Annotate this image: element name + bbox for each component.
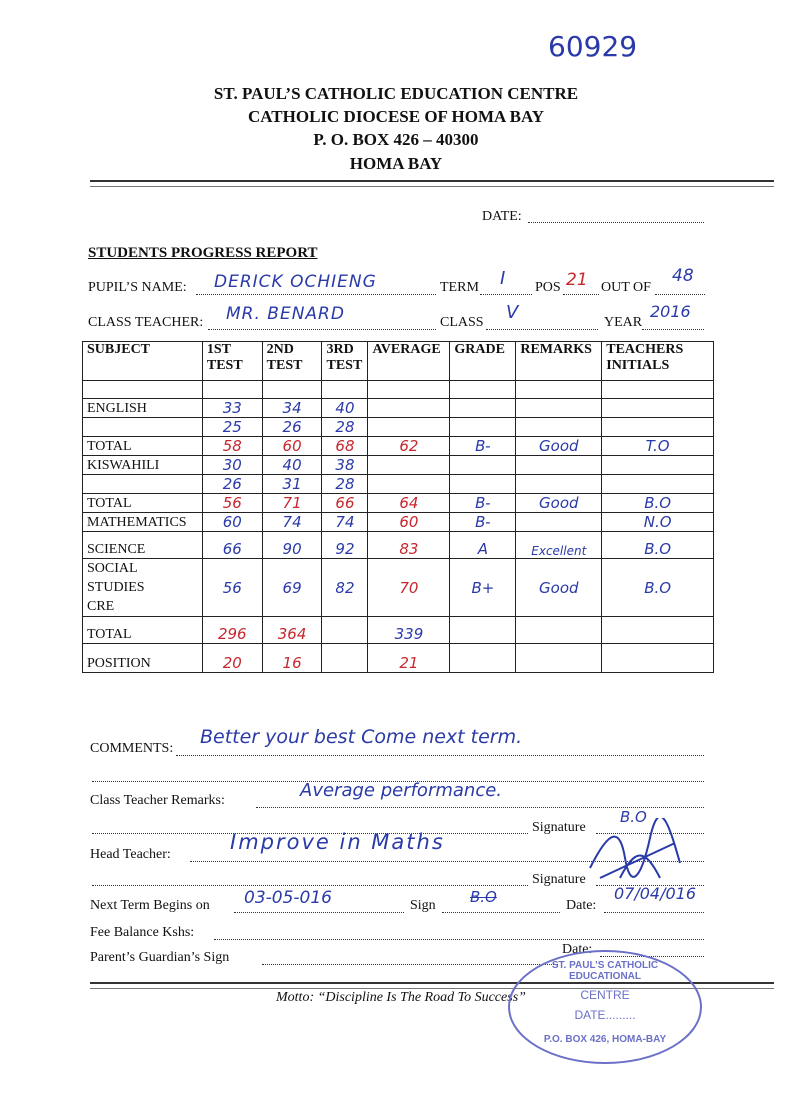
date-value-2: 07/04/016 xyxy=(614,884,697,903)
sign-field xyxy=(442,912,560,913)
out-of-field xyxy=(655,294,705,295)
year-label: YEAR xyxy=(604,315,643,330)
col-subject: SUBJECT xyxy=(83,342,203,381)
col-grade: GRADE xyxy=(450,342,516,381)
guardian-sign-field xyxy=(262,964,558,965)
col-test-1: 1ST TEST xyxy=(202,342,262,381)
table-row: 25 26 28 xyxy=(83,418,714,437)
subject-english: ENGLISH xyxy=(83,399,203,418)
reference-number: 60929 xyxy=(548,30,638,63)
table-row: POSITION 20 16 21 xyxy=(83,644,714,673)
term-label: TERM xyxy=(440,280,479,295)
subject-kiswahili: KISWAHILI xyxy=(83,456,203,475)
kiswahili-total-label: TOTAL xyxy=(83,494,203,513)
out-of-label: OUT OF xyxy=(601,280,651,295)
stamp-text-1: ST. PAUL’S CATHOLIC EDUCATIONAL xyxy=(551,960,659,982)
table-row: ENGLISH 33 34 40 xyxy=(83,399,714,418)
pupil-name: DERICK OCHIENG xyxy=(214,272,377,292)
table-row: KISWAHILI 30 40 38 xyxy=(83,456,714,475)
english-total-label: TOTAL xyxy=(83,437,203,456)
header-divider xyxy=(90,180,774,187)
comments-field xyxy=(176,755,704,756)
position-label: POSITION xyxy=(83,644,203,673)
date-label-2: Date: xyxy=(566,898,597,913)
table-row: 26 31 28 xyxy=(83,475,714,494)
signature-label-1: Signature xyxy=(532,820,586,835)
head-teacher-label: Head Teacher: xyxy=(90,847,171,862)
table-header-row xyxy=(83,342,714,381)
motto: Motto: “Discipline Is The Road To Success” xyxy=(276,990,526,1005)
subject-science: SCIENCE xyxy=(83,532,203,559)
year-field xyxy=(642,329,704,330)
subject-social-studies-cre: SOCIAL STUDIES CRE xyxy=(83,559,203,617)
date-field xyxy=(528,222,704,223)
col-initials: TEACHERS INITIALS xyxy=(602,342,714,381)
head-teacher-signature-scribble xyxy=(580,818,690,888)
head-teacher-line-2 xyxy=(92,885,528,886)
table-row: SOCIAL STUDIES CRE 56 69 82 70 B+ Good B.O xyxy=(83,559,714,617)
stamp-text-2: CENTRE xyxy=(580,988,630,1002)
table-row: SCIENCE 66 90 92 83 A Excellent B.O xyxy=(83,532,714,559)
comments-text: Better your best Come next term. xyxy=(200,726,523,748)
sign-label: Sign xyxy=(410,898,436,913)
po-box: P. O. BOX 426 – 40300 xyxy=(313,130,479,149)
date-field-2 xyxy=(604,912,704,913)
results-table xyxy=(82,341,714,673)
fee-balance-label: Fee Balance Kshs: xyxy=(90,925,195,940)
next-term-date: 03-05-016 xyxy=(244,888,332,908)
pos-field xyxy=(563,294,599,295)
subject-mathematics: MATHEMATICS xyxy=(83,513,203,532)
table-row: TOTAL 58 60 68 62 B- Good T.O xyxy=(83,437,714,456)
class-teacher-field xyxy=(208,329,436,330)
col-test-3: 3RD TEST xyxy=(322,342,368,381)
table-row: MATHEMATICS 60 74 74 60 B- N.O xyxy=(83,513,714,532)
next-term-field xyxy=(234,912,404,913)
class-teacher-label: CLASS TEACHER: xyxy=(88,315,204,330)
guardian-sign-label: Parent’s Guardian’s Sign xyxy=(90,950,230,965)
class-label: CLASS xyxy=(440,315,484,330)
town: HOMA BAY xyxy=(349,154,443,173)
class-teacher-name: MR. BENARD xyxy=(226,304,345,324)
class-teacher-remarks-text: Average performance. xyxy=(300,780,503,801)
fee-balance-field xyxy=(214,939,704,940)
diocese-name: CATHOLIC DIOCESE OF HOMA BAY xyxy=(248,107,544,126)
guardian-date-label: Date: xyxy=(562,942,593,957)
class-teacher-remarks-label: Class Teacher Remarks: xyxy=(90,793,225,808)
grand-total-label: TOTAL xyxy=(83,617,203,644)
date-label: DATE: xyxy=(482,209,522,224)
class-value: V xyxy=(506,302,519,323)
class-field xyxy=(486,329,598,330)
year-value: 2016 xyxy=(650,302,691,321)
stamp-text-3: DATE......... xyxy=(574,1008,636,1022)
table-row xyxy=(83,381,714,399)
comments-label: COMMENTS: xyxy=(90,741,174,756)
pos-value: 21 xyxy=(566,270,588,290)
stamp-text-4: P.O. BOX 426, HOMA-BAY xyxy=(543,1034,667,1045)
term-value: I xyxy=(500,268,506,289)
report-title: STUDENTS PROGRESS REPORT xyxy=(88,245,318,261)
next-term-label: Next Term Begins on xyxy=(90,898,210,913)
head-teacher-text: Improve in Maths xyxy=(230,830,445,854)
sign-value: B.O xyxy=(470,888,497,906)
signature-label-2: Signature xyxy=(532,872,586,887)
pupil-name-field xyxy=(196,294,436,295)
school-name: ST. PAUL’S CATHOLIC EDUCATION CENTRE xyxy=(213,84,579,103)
pos-label: POS xyxy=(535,280,561,295)
table-row: TOTAL 296 364 339 xyxy=(83,617,714,644)
signature-1: B.O xyxy=(620,808,647,826)
col-test-2: 2ND TEST xyxy=(262,342,322,381)
out-of-value: 48 xyxy=(672,266,694,286)
col-average: AVERAGE xyxy=(368,342,450,381)
table-row: TOTAL 56 71 66 64 B- Good B.O xyxy=(83,494,714,513)
col-remarks: REMARKS xyxy=(516,342,602,381)
pupil-name-label: PUPIL’S NAME: xyxy=(88,280,187,295)
school-stamp xyxy=(508,950,702,1064)
term-field xyxy=(480,294,532,295)
